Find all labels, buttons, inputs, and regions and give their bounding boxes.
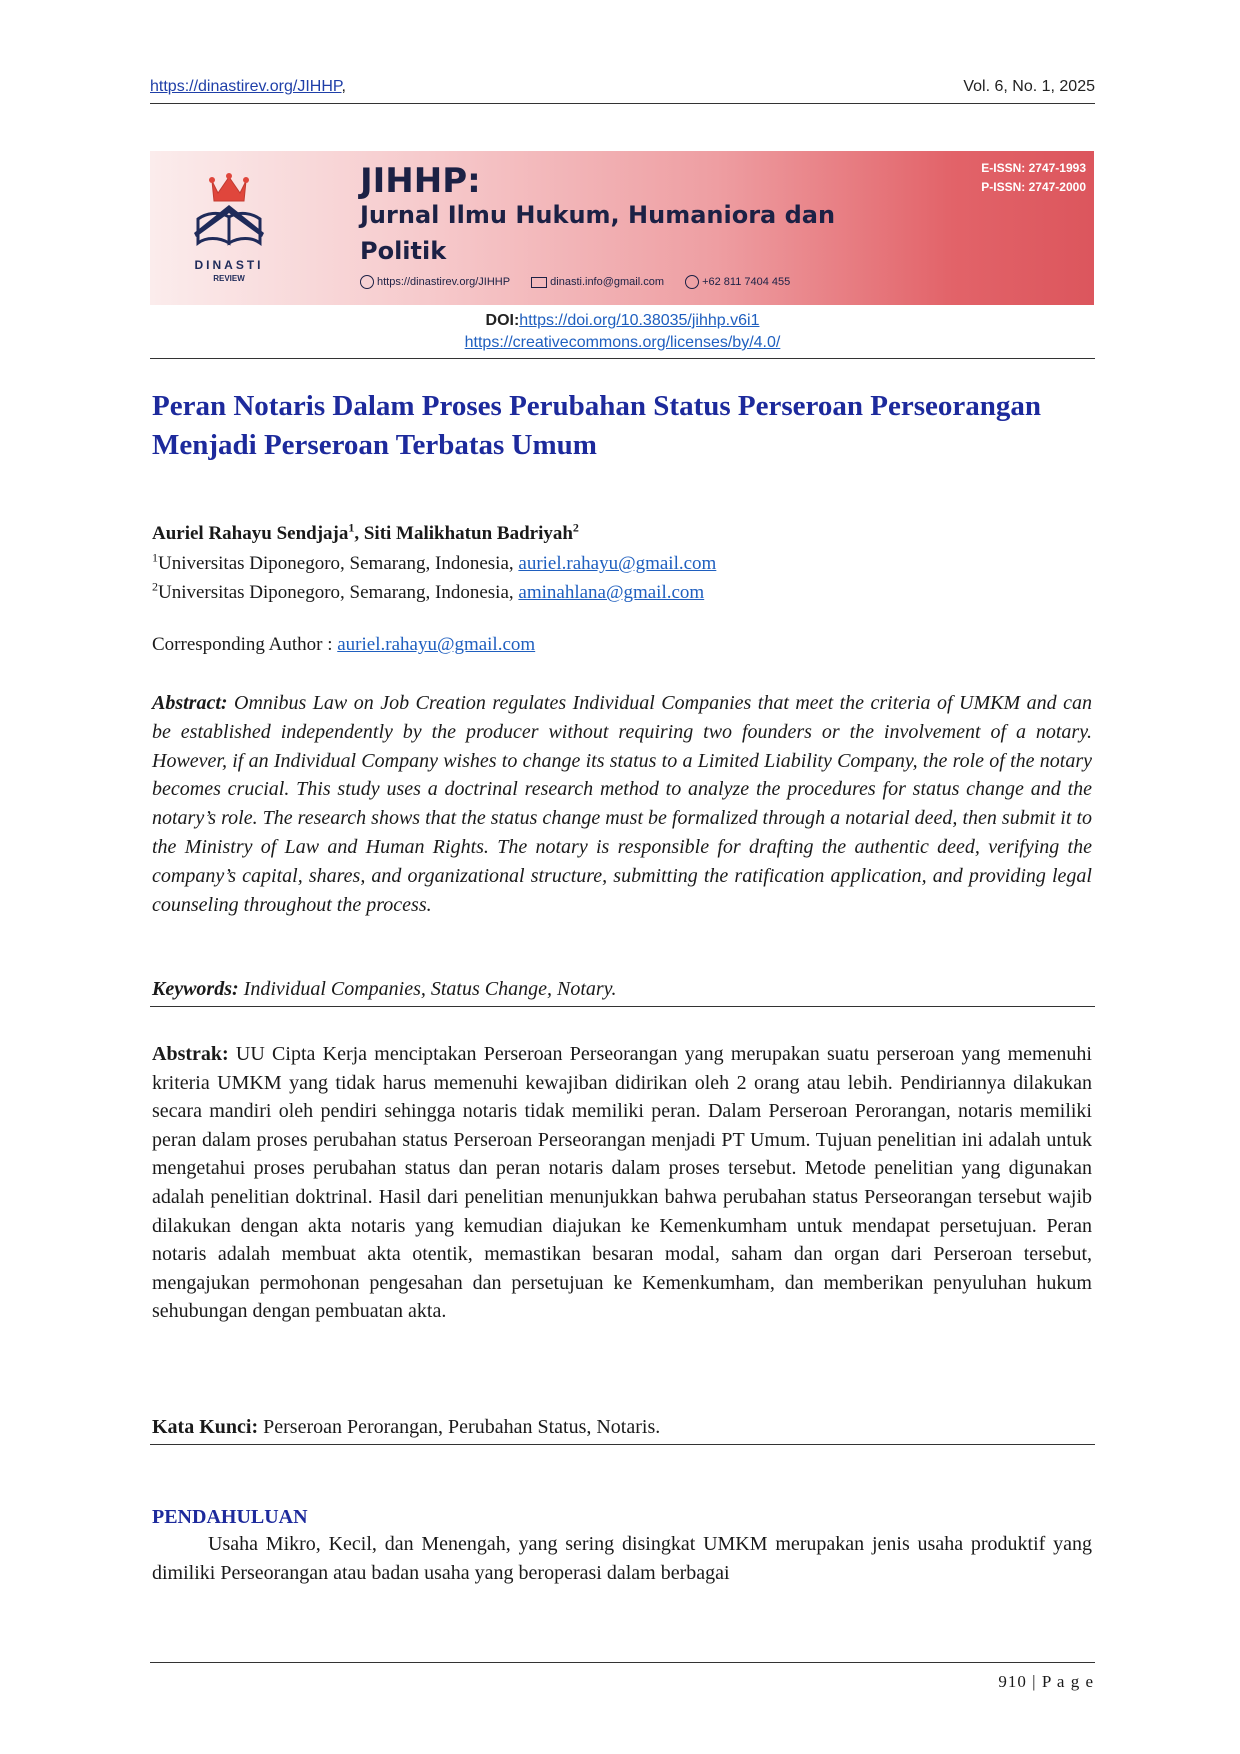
doi-link[interactable]: https://doi.org/10.38035/jihhp.v6i1	[519, 312, 760, 329]
journal-abbreviation: JIHHP:	[360, 161, 481, 201]
journal-banner	[150, 151, 1094, 305]
section-heading: PENDAHULUAN	[152, 1506, 308, 1528]
katakunci-label: Kata Kunci:	[152, 1416, 259, 1438]
issn-block	[981, 159, 1086, 197]
divider	[150, 358, 1095, 359]
affil-mark: 1	[152, 550, 158, 565]
affil-text: Universitas Diponegoro, Semarang, Indonesia,	[158, 553, 519, 574]
dinasti-logo	[174, 171, 284, 291]
affil-text: Universitas Diponegoro, Semarang, Indonesia,	[158, 582, 519, 603]
page-number: 910 | P a g e	[998, 1672, 1094, 1691]
journal-url-suffix: ,	[341, 78, 346, 95]
doi-label: DOI:	[485, 312, 520, 329]
divider	[150, 1006, 1095, 1007]
mail-icon	[531, 277, 547, 288]
running-header	[150, 78, 1095, 104]
doi-block	[150, 310, 1095, 354]
keywords-label: Keywords:	[152, 978, 239, 1000]
affiliation-1	[152, 550, 717, 575]
corresponding-author	[152, 634, 535, 656]
email-contact	[531, 276, 664, 288]
license-link[interactable]: https://creativecommons.org/licenses/by/4.0/	[464, 334, 781, 351]
abstrak-label: Abstrak:	[152, 1043, 229, 1065]
journal-url	[150, 78, 346, 96]
author-email-link[interactable]: auriel.rahayu@gmail.com	[518, 553, 717, 574]
abstract-id	[152, 1040, 1092, 1326]
globe-icon	[360, 275, 374, 289]
author-email-link[interactable]: aminahlana@gmail.com	[518, 582, 705, 603]
logo-subtitle: REVIEW	[213, 274, 245, 283]
corresponding-email-link[interactable]: auriel.rahayu@gmail.com	[337, 634, 536, 655]
volume-info: Vol. 6, No. 1, 2025	[963, 78, 1095, 95]
logo-wordmark: DINASTI	[194, 258, 264, 272]
journal-full-name: Jurnal Ilmu Hukum, Humaniora dan Politik	[360, 201, 836, 265]
abstract-en	[152, 689, 1092, 919]
abstract-text: Omnibus Law on Job Creation regulates Individual Companies that meet the criteria of UMKM and can be established independently by the producer without requiring two founders or the involvement of a notary. However, if an Individual Company wishes to change its status to a Limited Liability Company, the role of the notary becomes crucial. This study uses a doctrinal research method to analyze the procedures for status change and the notary’s role. The research shows that the status change must be formalized through a notarial deed, then submit it to the Ministry of Law and Human Rights. The notary is responsible for drafting the authentic deed, verifying the company’s capital, shares, and organizational structure, submitting the ratification application, and providing legal counseling throughout the process.	[152, 692, 1092, 916]
author-separator: ,	[354, 523, 364, 544]
keywords-id	[152, 1416, 660, 1439]
affil-mark: 2	[152, 579, 158, 594]
phone-contact	[685, 276, 790, 288]
email-text: dinasti.info@gmail.com	[550, 275, 665, 288]
website-contact	[360, 276, 510, 288]
footer-divider	[150, 1662, 1095, 1663]
author-name: Siti Malikhatun Badriyah	[363, 523, 573, 544]
website-text: https://dinastirev.org/JIHHP	[377, 275, 511, 288]
banner-contacts	[360, 275, 808, 289]
article-title: Peran Notaris Dalam Proses Perubahan Status Perseroan Perseorangan Menjadi Perseroan Terbatas Umum	[152, 390, 1041, 461]
corresponding-label: Corresponding Author :	[152, 634, 338, 655]
author-affil-mark: 1	[348, 520, 355, 535]
phone-icon	[685, 275, 699, 289]
author-affil-mark: 2	[572, 520, 579, 535]
katakunci-text: Perseroan Perorangan, Perubahan Status, Notaris.	[258, 1416, 661, 1438]
intro-paragraph: Usaha Mikro, Kecil, dan Menengah, yang sering disingkat UMKM merupakan jenis usaha produktif yang dimiliki Perseorangan atau badan usaha yang beroperasi dalam berbagai	[152, 1533, 1092, 1584]
phone-text: +62 811 7404 455	[702, 275, 791, 288]
abstrak-text: UU Cipta Kerja menciptakan Perseroan Perseorangan yang merupakan suatu perseroan yang memenuhi kriteria UMKM yang tidak harus memenuhi kewajiban didirikan oleh 2 orang atau lebih. Pendiriannya dilakukan secara mandiri oleh pendiri sehingga notaris tidak memiliki peran. Dalam Perseroan Perorangan, notaris memiliki peran dalam proses perubahan status Perseroan Perseorangan menjadi PT Umum. Tujuan penelitian ini adalah untuk mengetahui proses perubahan status dan peran notaris dalam proses tersebut. Metode penelitian yang digunakan adalah penelitian doktrinal. Hasil dari penelitian menunjukkan bahwa perubahan status Perseorangan tersebut wajib dilakukan dengan akta notaris yang kemudian diajukan ke Kemenkumham untuk mendapat persetujuan. Peran notaris adalah membuat akta otentik, memastikan besaran modal, saham dan organ dari Perseroan tersebut, mengajukan permohonan pengesahan dan persetujuan ke Kemenkumham, dan memberikan penyuluhan hukum sehubungan dengan pembuatan akta.	[152, 1043, 1092, 1323]
crown-book-icon	[174, 171, 284, 261]
divider	[150, 1444, 1095, 1445]
journal-url-link[interactable]: https://dinastirev.org/JIHHP	[150, 78, 342, 95]
author-list	[152, 520, 579, 545]
keywords-text: Individual Companies, Status Change, Notary.	[238, 978, 617, 1000]
e-issn: E-ISSN: 2747-1993	[981, 161, 1086, 175]
abstract-label: Abstract:	[152, 692, 228, 714]
p-issn: P-ISSN: 2747-2000	[981, 180, 1086, 194]
author-name: Auriel Rahayu Sendjaja	[152, 523, 349, 544]
affiliation-2	[152, 579, 705, 604]
keywords-en	[152, 978, 616, 1001]
